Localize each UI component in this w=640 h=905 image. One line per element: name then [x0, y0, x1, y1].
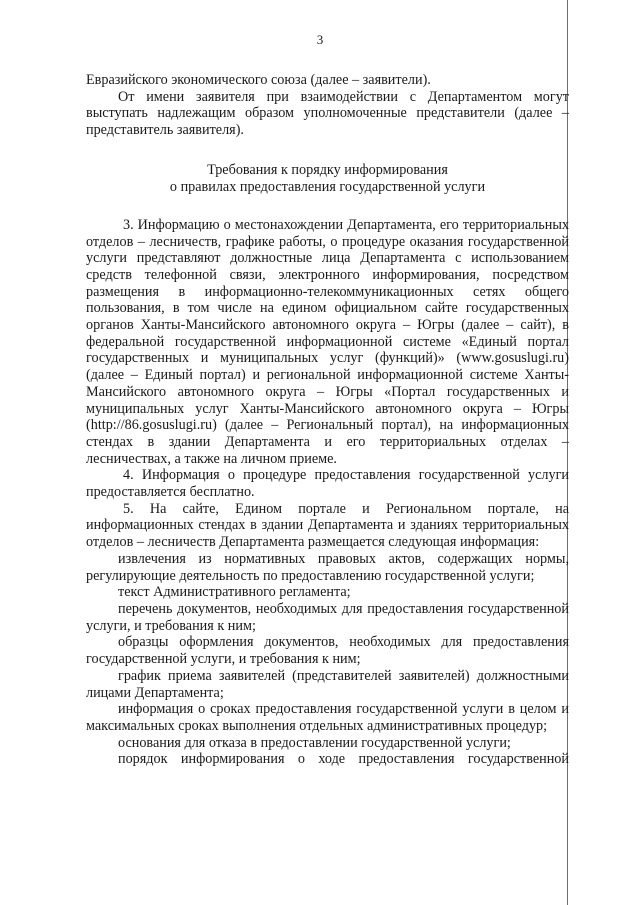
heading-line-1: Требования к порядку информирования — [207, 161, 448, 178]
list-item: график приема заявителей (представителей заявителей) должностными лицами Департамента; — [86, 667, 569, 701]
list-item: извлечения из нормативных правовых актов, содержащих нормы, регулирующие деятельность по предоставлению государственной услуги; — [86, 550, 569, 584]
section-heading — [86, 162, 569, 197]
page-number: 3 — [316, 32, 324, 47]
paragraph-5: 5. На сайте, Едином портале и Региональном портале, на информационных стендах в здании Департамента и зданиях территориальных отделов – лесничеств Департамента размещается следующая информация: — [86, 500, 569, 551]
list-item: основания для отказа в предоставлении государственной услуги; — [118, 734, 511, 751]
paragraph-4: 4. Информация о процедуре предоставления государственной услуги предоставляется бесплатно. — [86, 467, 569, 501]
paragraph-3: 3. Информацию о местонахождении Департамента, его территориальных отделов – лесничеств, графике работы, о процедуре оказания государственной услуги представляют должностные лица Департамента с использованием средств телефонной связи, электронного информирования, посредством размещения в информационно-телекоммуникационных сетях общего пользования, в том числе на едином официальном сайте государственных органов Ханты-Мансийского автономного округа – Югры (далее – сайт), в федеральной государственной информационной системе «Единый портал государственных и муниципальных услуг (функций)» (www.gosuslugi.ru) (далее – Единый портал) и региональной информационной системе Ханты-Мансийского автономного округа – Югры «Портал государственных и муниципальных услуг Ханты-Мансийского автономного округа – Югры (http://86.gosuslugi.ru) (далее – Региональный портал), на информационных стендах в здании Департамента и его территориальных отделах – лесничествах, а также на личном приеме. — [86, 216, 569, 467]
heading-line-2: о правилах предоставления государственной услуги — [169, 179, 486, 196]
list-item: информация о сроках предоставления государственной услуги в целом и максимальных сроках выполнения отдельных административных процедур; — [86, 701, 569, 734]
list-item: перечень документов, необходимых для предоставления государственной услуги, и требования к ним; — [86, 600, 569, 634]
representative-paragraph: От имени заявителя при взаимодействии с Департаментом могут выступать надлежащим образом уполномоченные представители (далее – представитель заявителя). — [86, 88, 569, 139]
document-body — [86, 72, 569, 768]
list-item: текст Административного регламента; — [118, 584, 351, 601]
list-item: образцы оформления документов, необходимых для предоставления государственной услуги, и требования к ним; — [86, 634, 569, 668]
list-item: порядок информирования о ходе предоставления государственной — [118, 751, 569, 768]
text-line-top: Евразийского экономического союза (далее – заявители). — [86, 72, 431, 88]
